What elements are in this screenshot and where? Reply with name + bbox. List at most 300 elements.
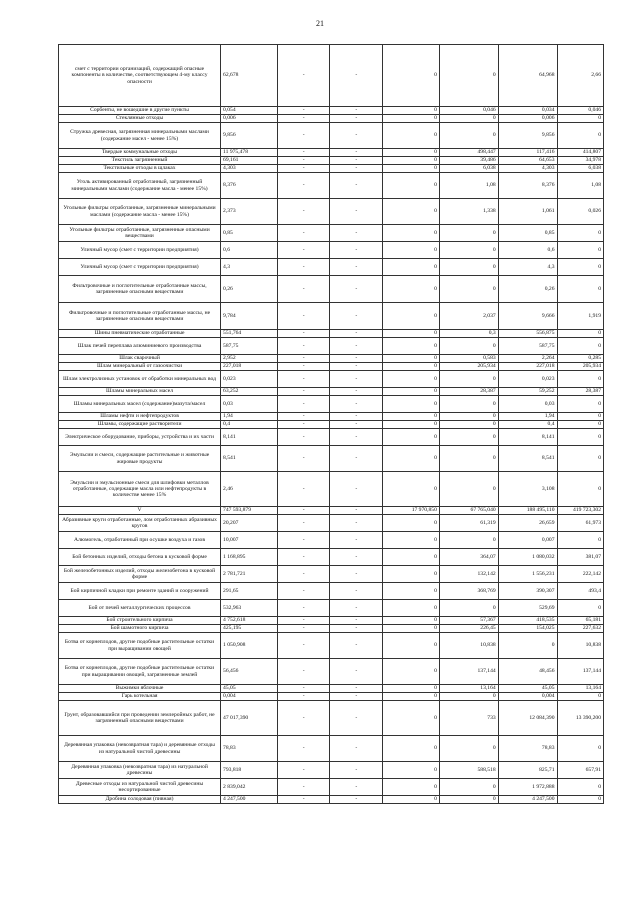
received-cell: - <box>277 685 330 693</box>
waste-name-cell: Шламы минеральных масел (содержание)мазута/масел <box>59 396 221 413</box>
generated-cell: 532,963 <box>221 600 278 617</box>
col5-cell: 0 <box>383 446 440 472</box>
col5-cell: 0 <box>383 693 440 701</box>
col5-cell: 0 <box>383 633 440 659</box>
generated-cell: 4 752,618 <box>221 617 278 625</box>
col5-cell: 0 <box>383 371 440 388</box>
col5-cell: 0 <box>383 355 440 363</box>
received-cell: - <box>277 363 330 371</box>
remaining-cell: 0 <box>557 413 603 421</box>
remaining-cell: 493,4 <box>557 583 603 600</box>
col6-cell: 61,319 <box>439 515 498 532</box>
col6-cell: 0 <box>439 115 498 123</box>
col6-cell: 0,583 <box>439 355 498 363</box>
col6-cell: 0 <box>439 446 498 472</box>
col6-cell: 132,142 <box>439 566 498 583</box>
transferred-cell: 78,83 <box>498 736 557 762</box>
received-cell: - <box>277 566 330 583</box>
remaining-cell: 0 <box>557 532 603 549</box>
col6-cell: 0 <box>439 413 498 421</box>
col6-cell: 364,07 <box>439 549 498 566</box>
remaining-cell: 1,919 <box>557 303 603 330</box>
table-row <box>59 515 604 532</box>
table-row <box>59 762 604 779</box>
generated-cell: 10,007 <box>221 532 278 549</box>
table-row <box>59 276 604 303</box>
remaining-cell: 13 390,200 <box>557 701 603 736</box>
received-cell: - <box>277 388 330 396</box>
generated-cell: 4,3 <box>221 259 278 276</box>
generated-cell: 1,94 <box>221 413 278 421</box>
transferred-cell: 587,75 <box>498 338 557 355</box>
generated-cell: 56,456 <box>221 659 278 685</box>
col4-cell: - <box>330 371 383 388</box>
waste-table-body <box>59 45 604 804</box>
col5-cell: 0 <box>383 330 440 338</box>
waste-name-cell: V <box>59 507 221 515</box>
transferred-cell: 825,71 <box>498 762 557 779</box>
table-row <box>59 701 604 736</box>
waste-name-cell: Текстильные отходы в щлаках <box>59 165 221 173</box>
col6-cell: 0 <box>439 45 498 107</box>
col5-cell: 0 <box>383 659 440 685</box>
generated-cell: 47 017,390 <box>221 701 278 736</box>
remaining-cell: 2,66 <box>557 45 603 107</box>
generated-cell: 0,006 <box>221 115 278 123</box>
transferred-cell: 390,307 <box>498 583 557 600</box>
generated-cell: 0,023 <box>221 371 278 388</box>
transferred-cell: 0,26 <box>498 276 557 303</box>
generated-cell: 291,65 <box>221 583 278 600</box>
remaining-cell: 0 <box>557 736 603 762</box>
col6-cell: 0 <box>439 421 498 429</box>
table-row <box>59 600 604 617</box>
col4-cell: - <box>330 149 383 157</box>
transferred-cell: 0,004 <box>498 693 557 701</box>
waste-name-cell: Шлам минеральный от газоочистки <box>59 363 221 371</box>
generated-cell: 2 781,721 <box>221 566 278 583</box>
received-cell: - <box>277 421 330 429</box>
generated-cell: 793,818 <box>221 762 278 779</box>
col5-cell: 0 <box>383 583 440 600</box>
received-cell: - <box>277 149 330 157</box>
waste-table <box>58 44 604 804</box>
col5-cell: 0 <box>383 736 440 762</box>
col6-cell: 0 <box>439 338 498 355</box>
remaining-cell: 0 <box>557 371 603 388</box>
transferred-cell: 0,6 <box>498 242 557 259</box>
col6-cell: 205,934 <box>439 363 498 371</box>
col6-cell: 0 <box>439 693 498 701</box>
remaining-cell: 34,978 <box>557 157 603 165</box>
col6-cell: 1,08 <box>439 173 498 199</box>
remaining-cell: 0 <box>557 796 603 804</box>
col5-cell: 0 <box>383 107 440 115</box>
transferred-cell: 0,85 <box>498 225 557 242</box>
col4-cell: - <box>330 515 383 532</box>
transferred-cell: 227,018 <box>498 363 557 371</box>
received-cell: - <box>277 242 330 259</box>
transferred-cell: 0,007 <box>498 532 557 549</box>
waste-name-cell: Ботва от корнеплодов, другие подобные растительные остатки при выращивании овощей, загрязненные землей <box>59 659 221 685</box>
col4-cell: - <box>330 549 383 566</box>
table-row <box>59 549 604 566</box>
table-row <box>59 396 604 413</box>
received-cell: - <box>277 762 330 779</box>
received-cell: - <box>277 693 330 701</box>
transferred-cell: 0,03 <box>498 396 557 413</box>
table-row <box>59 107 604 115</box>
generated-cell: 0,6 <box>221 242 278 259</box>
col6-cell: 226,45 <box>439 625 498 633</box>
col4-cell: - <box>330 421 383 429</box>
remaining-cell: 419 723,302 <box>557 507 603 515</box>
table-row <box>59 157 604 165</box>
remaining-cell: 0 <box>557 242 603 259</box>
col6-cell: 0 <box>439 396 498 413</box>
table-row <box>59 330 604 338</box>
col4-cell: - <box>330 446 383 472</box>
col5-cell: 0 <box>383 396 440 413</box>
col5-cell: 0 <box>383 413 440 421</box>
generated-cell: 425,195 <box>221 625 278 633</box>
generated-cell: 11 975,478 <box>221 149 278 157</box>
waste-name-cell: Грунт, образовавшийся при проведении землеройных работ, не загрязненный опасными веществами <box>59 701 221 736</box>
waste-name-cell: Древесные отходы из натуральной чистой древесины несортированные <box>59 779 221 796</box>
col6-cell: 2,037 <box>439 303 498 330</box>
col5-cell: 0 <box>383 225 440 242</box>
remaining-cell: 222,142 <box>557 566 603 583</box>
col4-cell: - <box>330 617 383 625</box>
generated-cell: 2,46 <box>221 472 278 507</box>
table-row <box>59 371 604 388</box>
received-cell: - <box>277 736 330 762</box>
waste-name-cell: Фильтровочные и поглотительные отработанные массы, загрязненные опасными веществами <box>59 276 221 303</box>
table-row <box>59 338 604 355</box>
remaining-cell: 657,91 <box>557 762 603 779</box>
table-row <box>59 355 604 363</box>
waste-name-cell: Абразивные круги отработанные, лом отработанных абразивных кругов <box>59 515 221 532</box>
col5-cell: 0 <box>383 549 440 566</box>
remaining-cell: 0 <box>557 123 603 149</box>
generated-cell: 62,678 <box>221 45 278 107</box>
generated-cell: 551,764 <box>221 330 278 338</box>
col4-cell: - <box>330 225 383 242</box>
col4-cell: - <box>330 355 383 363</box>
transferred-cell: 0,4 <box>498 421 557 429</box>
col6-cell: 0 <box>439 371 498 388</box>
col4-cell: - <box>330 199 383 225</box>
col5-cell: 0 <box>383 276 440 303</box>
transferred-cell: 8,141 <box>498 429 557 446</box>
table-row <box>59 796 604 804</box>
table-row <box>59 421 604 429</box>
waste-name-cell: Текстиль загрязненный <box>59 157 221 165</box>
waste-name-cell: смет с территории организаций, содержащий опасные компоненты в количестве, соответствующем 4-му классу опасности <box>59 45 221 107</box>
table-row <box>59 736 604 762</box>
received-cell: - <box>277 45 330 107</box>
generated-cell: 45,05 <box>221 685 278 693</box>
col5-cell: 0 <box>383 165 440 173</box>
remaining-cell: 61,973 <box>557 515 603 532</box>
col6-cell: 0 <box>439 225 498 242</box>
received-cell: - <box>277 371 330 388</box>
col4-cell: - <box>330 736 383 762</box>
transferred-cell: 1 080,032 <box>498 549 557 566</box>
waste-name-cell: Стружка древесная, загрязненная минеральными маслами (содержание масел - менее 15%) <box>59 123 221 149</box>
col4-cell: - <box>330 259 383 276</box>
waste-name-cell: Шламы минеральных масел <box>59 388 221 396</box>
transferred-cell: 154,025 <box>498 625 557 633</box>
col6-cell: 28,387 <box>439 388 498 396</box>
received-cell: - <box>277 532 330 549</box>
table-row <box>59 693 604 701</box>
received-cell: - <box>277 276 330 303</box>
remaining-cell: 381,07 <box>557 549 603 566</box>
table-row <box>59 45 604 107</box>
received-cell: - <box>277 396 330 413</box>
transferred-cell: 64,653 <box>498 157 557 165</box>
generated-cell: 20,207 <box>221 515 278 532</box>
table-row <box>59 507 604 515</box>
col4-cell: - <box>330 242 383 259</box>
received-cell: - <box>277 659 330 685</box>
generated-cell: 0,26 <box>221 276 278 303</box>
col6-cell: 0 <box>439 600 498 617</box>
col5-cell: 0 <box>383 199 440 225</box>
waste-name-cell: Шлак печей переплава алюминиевого производства <box>59 338 221 355</box>
table-row <box>59 532 604 549</box>
table-row <box>59 149 604 157</box>
col6-cell: 588,518 <box>439 762 498 779</box>
remaining-cell: 0 <box>557 330 603 338</box>
generated-cell: 8,376 <box>221 173 278 199</box>
transferred-cell: 1,061 <box>498 199 557 225</box>
waste-name-cell: Бой кирпичной кладки при ремонте зданий и сооружений <box>59 583 221 600</box>
col6-cell: 57,367 <box>439 617 498 625</box>
col4-cell: - <box>330 123 383 149</box>
col4-cell: - <box>330 685 383 693</box>
waste-name-cell: Шлам электролизных установок от обработки минеральных вод <box>59 371 221 388</box>
transferred-cell: 4,303 <box>498 165 557 173</box>
col5-cell: 17 970,850 <box>383 507 440 515</box>
col4-cell: - <box>330 659 383 685</box>
transferred-cell: 418,535 <box>498 617 557 625</box>
col4-cell: - <box>330 472 383 507</box>
table-row <box>59 566 604 583</box>
waste-name-cell: Бой от печей металлургических процессов <box>59 600 221 617</box>
received-cell: - <box>277 472 330 507</box>
col5-cell: 0 <box>383 762 440 779</box>
generated-cell: 227,018 <box>221 363 278 371</box>
page-number: 21 <box>316 19 324 28</box>
col5-cell: 0 <box>383 123 440 149</box>
col5-cell: 0 <box>383 242 440 259</box>
received-cell: - <box>277 507 330 515</box>
transferred-cell: 2,264 <box>498 355 557 363</box>
remaining-cell: 0 <box>557 693 603 701</box>
remaining-cell: 65,181 <box>557 617 603 625</box>
generated-cell: 0,85 <box>221 225 278 242</box>
table-row <box>59 429 604 446</box>
received-cell: - <box>277 583 330 600</box>
remaining-cell: 0 <box>557 421 603 429</box>
transferred-cell: 0,006 <box>498 115 557 123</box>
remaining-cell: 1,08 <box>557 173 603 199</box>
waste-name-cell: Электрическое оборудование, приборы, устройства и их части <box>59 429 221 446</box>
remaining-cell: 0,285 <box>557 355 603 363</box>
col4-cell: - <box>330 625 383 633</box>
waste-name-cell: Уголь активированный отработанный, загрязненный минеральными маслами (содержание масла - менее 15%) <box>59 173 221 199</box>
waste-name-cell: Угольные фильтры отработанные, загрязненные опасными веществами <box>59 225 221 242</box>
waste-name-cell: Алюмогель, отработанный при осушке воздуха и газов <box>59 532 221 549</box>
received-cell: - <box>277 549 330 566</box>
col4-cell: - <box>330 701 383 736</box>
transferred-cell: 48,456 <box>498 659 557 685</box>
remaining-cell: 227,632 <box>557 625 603 633</box>
col5-cell: 0 <box>383 566 440 583</box>
received-cell: - <box>277 355 330 363</box>
col5-cell: 0 <box>383 338 440 355</box>
col6-cell: 0 <box>439 779 498 796</box>
transferred-cell: 188 495,110 <box>498 507 557 515</box>
col6-cell: 67 765,040 <box>439 507 498 515</box>
received-cell: - <box>277 123 330 149</box>
generated-cell: 587,75 <box>221 338 278 355</box>
waste-name-cell: Твердые коммунальные отходы <box>59 149 221 157</box>
col6-cell: 0 <box>439 259 498 276</box>
transferred-cell: 529,69 <box>498 600 557 617</box>
col6-cell: 0 <box>439 242 498 259</box>
col5-cell: 0 <box>383 617 440 625</box>
table-row <box>59 388 604 396</box>
received-cell: - <box>277 115 330 123</box>
waste-name-cell: Бой железобетонных изделий, отходы железобетона в кусковой форме <box>59 566 221 583</box>
generated-cell: 8,141 <box>221 429 278 446</box>
received-cell: - <box>277 225 330 242</box>
waste-name-cell: Эмульсии и смеси, содержащие растительные и животные жировые продукты <box>59 446 221 472</box>
col6-cell: 0 <box>439 276 498 303</box>
transferred-cell: 4 247,500 <box>498 796 557 804</box>
col4-cell: - <box>330 388 383 396</box>
waste-name-cell: Бой бетонных изделий, отходы бетона в кусковой форме <box>59 549 221 566</box>
remaining-cell: 414,807 <box>557 149 603 157</box>
generated-cell: 0,004 <box>221 693 278 701</box>
remaining-cell: 0 <box>557 429 603 446</box>
waste-name-cell: Сорбенты, не вошедшие в другие пункты <box>59 107 221 115</box>
received-cell: - <box>277 625 330 633</box>
col6-cell: 0 <box>439 532 498 549</box>
col4-cell: - <box>330 413 383 421</box>
col4-cell: - <box>330 583 383 600</box>
col4-cell: - <box>330 762 383 779</box>
remaining-cell: 0 <box>557 115 603 123</box>
waste-name-cell: Деревянная упаковка (невозвратная тара) из натуральной древесины <box>59 762 221 779</box>
col5-cell: 0 <box>383 779 440 796</box>
remaining-cell: 0 <box>557 600 603 617</box>
col4-cell: - <box>330 566 383 583</box>
col4-cell: - <box>330 600 383 617</box>
remaining-cell: 0 <box>557 446 603 472</box>
waste-name-cell: Бой шамотного кирпича <box>59 625 221 633</box>
transferred-cell: 8,376 <box>498 173 557 199</box>
received-cell: - <box>277 779 330 796</box>
received-cell: - <box>277 157 330 165</box>
transferred-cell: 3,108 <box>498 472 557 507</box>
generated-cell: 8,541 <box>221 446 278 472</box>
col4-cell: - <box>330 532 383 549</box>
transferred-cell: 4,3 <box>498 259 557 276</box>
waste-name-cell: Гарь котельная <box>59 693 221 701</box>
received-cell: - <box>277 303 330 330</box>
remaining-cell: 0,026 <box>557 199 603 225</box>
col4-cell: - <box>330 157 383 165</box>
col5-cell: 0 <box>383 796 440 804</box>
received-cell: - <box>277 600 330 617</box>
transferred-cell: 12 084,390 <box>498 701 557 736</box>
remaining-cell: 0 <box>557 276 603 303</box>
col5-cell: 0 <box>383 701 440 736</box>
generated-cell: 63,252 <box>221 388 278 396</box>
col6-cell: 0 <box>439 429 498 446</box>
col4-cell: - <box>330 693 383 701</box>
col5-cell: 0 <box>383 388 440 396</box>
waste-name-cell: Эмульсии и эмульсионные смеси для шлифовки металлов отработанные, содержащие масла или нефтепродукты в количестве менее 15% <box>59 472 221 507</box>
col4-cell: - <box>330 115 383 123</box>
col5-cell: 0 <box>383 625 440 633</box>
received-cell: - <box>277 330 330 338</box>
waste-name-cell: Шины пневматические отработанные <box>59 330 221 338</box>
waste-name-cell: Шламы, содержащие растворители <box>59 421 221 429</box>
generated-cell: 2 839,042 <box>221 779 278 796</box>
transferred-cell: 8,541 <box>498 446 557 472</box>
received-cell: - <box>277 413 330 421</box>
col4-cell: - <box>330 779 383 796</box>
transferred-cell: 1,94 <box>498 413 557 421</box>
generated-cell: 1 050,908 <box>221 633 278 659</box>
waste-name-cell: Шламы нефти и нефтепродуктов <box>59 413 221 421</box>
remaining-cell: 0 <box>557 779 603 796</box>
table-row <box>59 199 604 225</box>
generated-cell: 9,784 <box>221 303 278 330</box>
transferred-cell: 45,05 <box>498 685 557 693</box>
table-row <box>59 303 604 330</box>
table-row <box>59 659 604 685</box>
received-cell: - <box>277 701 330 736</box>
remaining-cell: 10,838 <box>557 633 603 659</box>
remaining-cell: 0,046 <box>557 107 603 115</box>
waste-name-cell: Стеклянные отходы <box>59 115 221 123</box>
generated-cell: 0,4 <box>221 421 278 429</box>
table-row <box>59 617 604 625</box>
col5-cell: 0 <box>383 173 440 199</box>
transferred-cell: 0,034 <box>498 107 557 115</box>
waste-name-cell: Фильтровочные и поглотительные отработанные массы, не загрязненные опасными веществами <box>59 303 221 330</box>
col4-cell: - <box>330 338 383 355</box>
received-cell: - <box>277 446 330 472</box>
transferred-cell: 9,856 <box>498 123 557 149</box>
generated-cell: 0,054 <box>221 107 278 115</box>
table-row <box>59 472 604 507</box>
col6-cell: 498,447 <box>439 149 498 157</box>
table-row <box>59 685 604 693</box>
remaining-cell: 0 <box>557 396 603 413</box>
table-row <box>59 225 604 242</box>
col4-cell: - <box>330 165 383 173</box>
col5-cell: 0 <box>383 532 440 549</box>
col5-cell: 0 <box>383 45 440 107</box>
col6-cell: 0,3 <box>439 330 498 338</box>
